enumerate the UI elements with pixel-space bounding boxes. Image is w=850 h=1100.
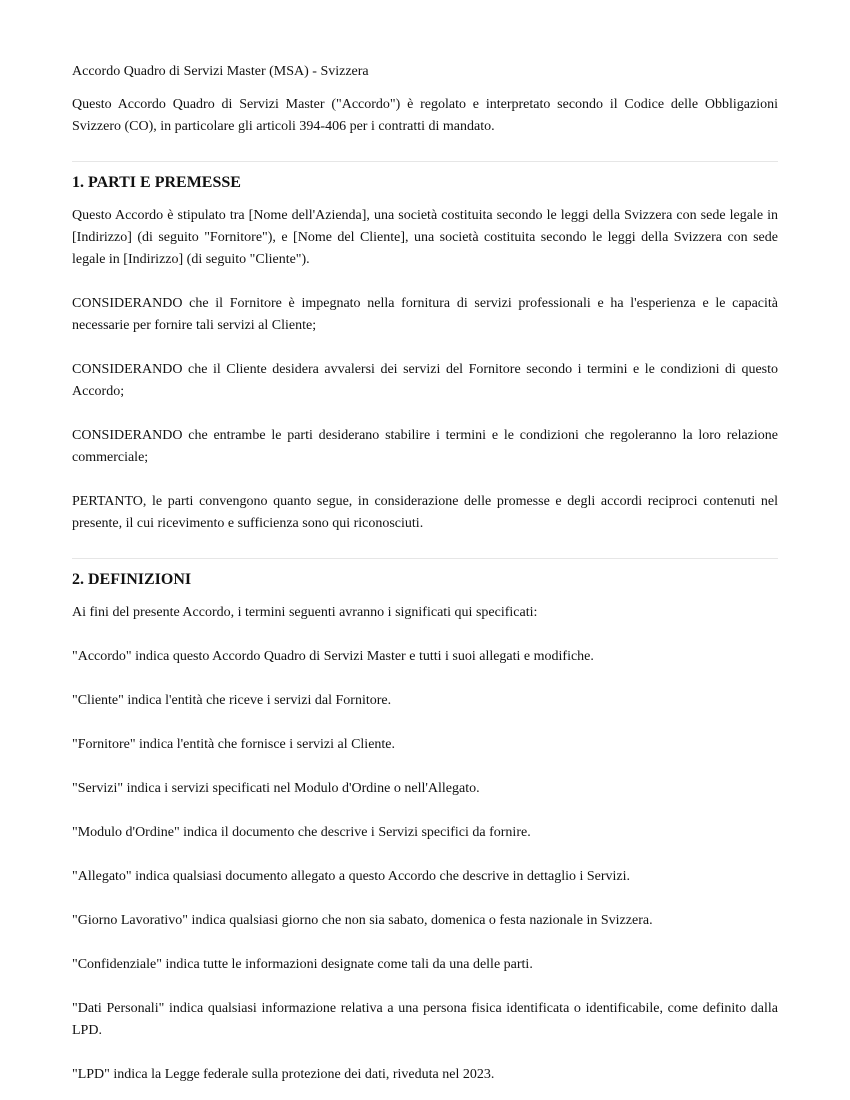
paragraph: Ai fini del presente Accordo, i termini seguenti avranno i significati qui specificati:: [72, 605, 538, 620]
definition-item: "LPD" indica la Legge federale sulla protezione dei dati, riveduta nel 2023.: [72, 1067, 495, 1082]
section-divider: [72, 161, 778, 162]
section-heading: 1. PARTI E PREMESSE: [72, 174, 241, 191]
paragraph: PERTANTO, le parti convengono quanto segue, in considerazione delle promesse e degli accordi reciproci contenuti nel presente, il cui ricevimento e sufficienza sono qui riconosciuti.: [72, 494, 778, 531]
document-title: Accordo Quadro di Servizi Master (MSA) - Svizzera: [72, 64, 369, 79]
section-divider: [72, 558, 778, 559]
definition-item: "Cliente" indica l'entità che riceve i servizi dal Fornitore.: [72, 693, 392, 708]
paragraph: CONSIDERANDO che il Fornitore è impegnato nella fornitura di servizi professionali e ha l'esperienza e le capacità necessarie per fornire tali servizi al Cliente;: [72, 296, 778, 333]
definition-item: "Fornitore" indica l'entità che fornisce i servizi al Cliente.: [72, 737, 396, 752]
definition-item: "Confidenziale" indica tutte le informazioni designate come tali da una delle parti.: [72, 957, 533, 972]
section-definizioni: [72, 568, 778, 1086]
paragraph: Questo Accordo è stipulato tra [Nome dell'Azienda], una società costituita secondo le leggi della Svizzera con sede legale in [Indirizzo] (di seguito "Fornitore"), e [Nome del Cliente], una società costituita secondo le leggi della Svizzera con sede legale in [Indirizzo] (di seguito "Cliente").: [72, 208, 778, 267]
section-heading: 2. DEFINIZIONI: [72, 571, 192, 588]
definition-item: "Modulo d'Ordine" indica il documento che descrive i Servizi specifici da fornire.: [72, 825, 531, 840]
definition-item: "Dati Personali" indica qualsiasi informazione relativa a una persona fisica identificata o identificabile, come definito dalla LPD.: [72, 1001, 778, 1038]
document-intro: Questo Accordo Quadro di Servizi Master ("Accordo") è regolato e interpretato secondo il Codice delle Obbligazioni Svizzero (CO), in particolare gli articoli 394-406 per i contratti di mandato.: [72, 97, 778, 134]
definition-item: "Accordo" indica questo Accordo Quadro di Servizi Master e tutti i suoi allegati e modifiche.: [72, 649, 594, 664]
definition-item: "Allegato" indica qualsiasi documento allegato a questo Accordo che descrive in dettaglio i Servizi.: [72, 869, 631, 884]
paragraph: CONSIDERANDO che il Cliente desidera avvalersi dei servizi del Fornitore secondo i termini e le condizioni di questo Accordo;: [72, 362, 778, 399]
definition-item: "Giorno Lavorativo" indica qualsiasi giorno che non sia sabato, domenica o festa nazionale in Svizzera.: [72, 913, 653, 928]
section-parti-e-premesse: [72, 171, 778, 535]
paragraph: CONSIDERANDO che entrambe le parti desiderano stabilire i termini e le condizioni che regoleranno la loro relazione commerciale;: [72, 428, 778, 465]
definition-item: "Servizi" indica i servizi specificati nel Modulo d'Ordine o nell'Allegato.: [72, 781, 480, 796]
